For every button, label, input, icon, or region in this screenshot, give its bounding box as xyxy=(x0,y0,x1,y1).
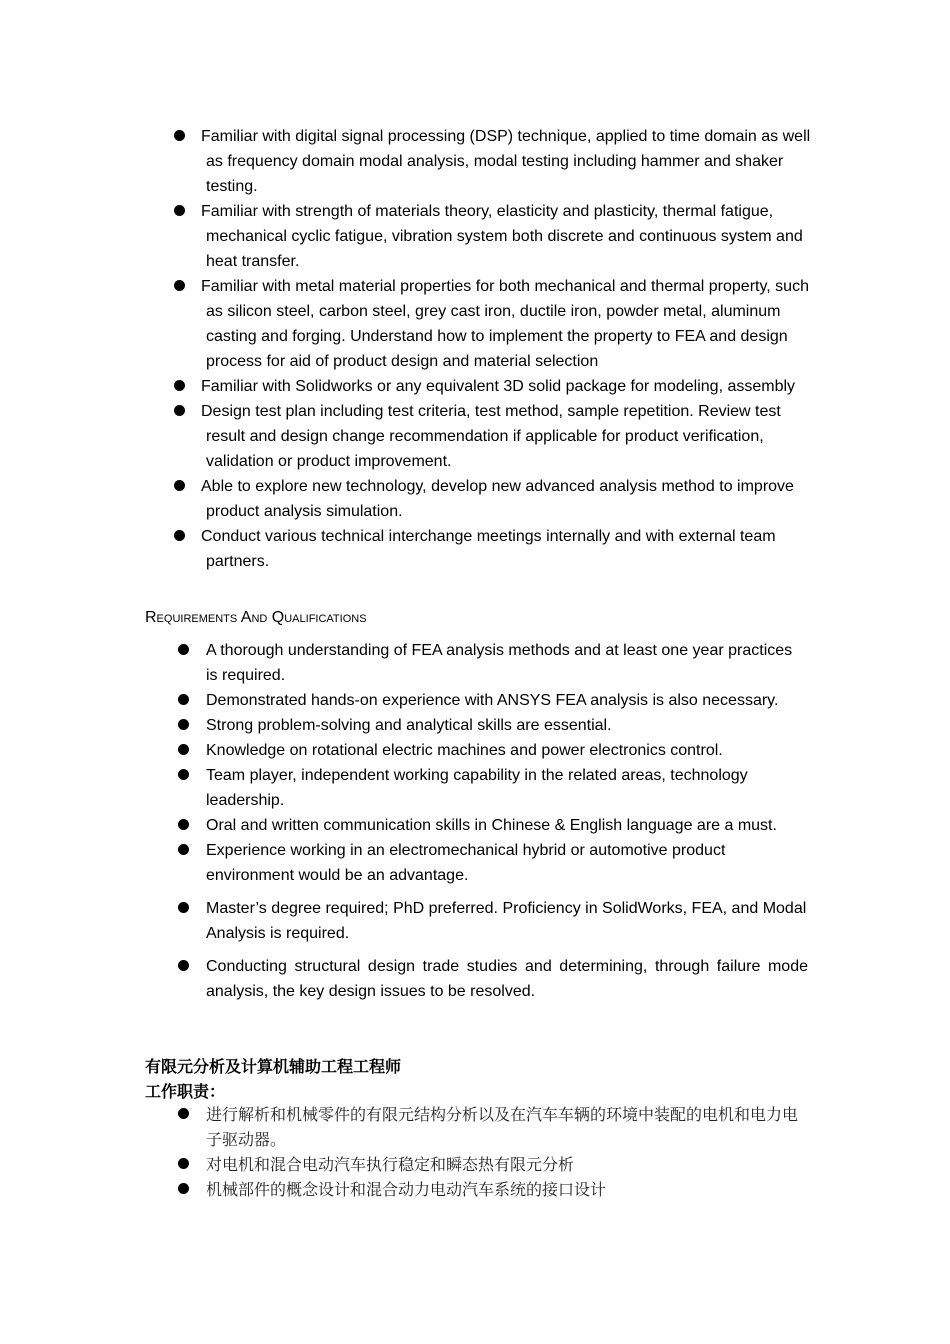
list-item: Strong problem-solving and analytical skills are essential. xyxy=(206,713,808,738)
list-item: 进行解析和机械零件的有限元结构分析以及在汽车车辆的环境中装配的电机和电力电子驱动器。 xyxy=(206,1102,810,1152)
bullet-icon xyxy=(178,902,189,913)
chinese-job-title: 有限元分析及计算机辅助工程工程师 xyxy=(145,1057,402,1076)
list-item: Conduct various technical interchange meetings internally and with external team partners. xyxy=(202,524,812,574)
list-item: Familiar with Solidworks or any equivalent 3D solid package for modeling, assembly xyxy=(202,374,812,399)
bullet-icon xyxy=(178,769,189,780)
list-item: Oral and written communication skills in Chinese & English language are a must. xyxy=(206,813,808,838)
bullet-icon xyxy=(178,694,189,705)
bullet-icon xyxy=(178,1108,189,1119)
list-item: Master’s degree required; PhD preferred. Proficiency in SolidWorks, FEA, and Modal Analysis is required. xyxy=(206,896,808,946)
bullet-icon xyxy=(174,480,185,491)
bullet-icon xyxy=(174,280,185,291)
list-item: Familiar with digital signal processing (DSP) technique, applied to time domain as well as frequency domain modal analysis, modal testing including hammer and shaker testing. xyxy=(202,124,812,199)
list-item: Demonstrated hands-on experience with ANSYS FEA analysis is also necessary. xyxy=(206,688,808,713)
bullet-icon xyxy=(174,130,185,141)
list-item: 对电机和混合电动汽车执行稳定和瞬态热有限元分析 xyxy=(206,1152,810,1177)
list-item: A thorough understanding of FEA analysis methods and at least one year practices is required. xyxy=(206,638,808,688)
bullet-icon xyxy=(178,960,189,971)
list-item: Familiar with metal material properties for both mechanical and thermal property, such as silicon steel, carbon steel, grey cast iron, ductile iron, powder metal, aluminum casting and forging. Understand how to implement the property to FEA and design process for aid of product design and material selection xyxy=(202,274,812,374)
list-item: Conducting structural design trade studies and determining, through failure mode analysis, the key design issues to be resolved. xyxy=(206,954,808,1004)
requirements-heading: Requirements And Qualifications xyxy=(145,609,367,626)
bullet-icon xyxy=(178,1158,189,1169)
bullet-icon xyxy=(178,819,189,830)
list-item: Team player, independent working capability in the related areas, technology leadership. xyxy=(206,763,808,813)
bullet-icon xyxy=(178,1183,189,1194)
list-item: Able to explore new technology, develop new advanced analysis method to improve product analysis simulation. xyxy=(202,474,812,524)
list-item: Design test plan including test criteria, test method, sample repetition. Review test result and design change recommendation if applicable for product verification, validation or product improvement. xyxy=(202,399,812,474)
responsibilities-list xyxy=(202,124,812,574)
chinese-duties-list xyxy=(206,1102,810,1202)
list-item: Familiar with strength of materials theory, elasticity and plasticity, thermal fatigue, mechanical cyclic fatigue, vibration system both discrete and continuous system and heat transfer. xyxy=(202,199,812,274)
list-item: Experience working in an electromechanical hybrid or automotive product environment would be an advantage. xyxy=(206,838,808,888)
bullet-icon xyxy=(178,744,189,755)
bullet-icon xyxy=(174,530,185,541)
list-item: Knowledge on rotational electric machines and power electronics control. xyxy=(206,738,808,763)
bullet-icon xyxy=(178,844,189,855)
bullet-icon xyxy=(178,719,189,730)
bullet-icon xyxy=(174,380,185,391)
chinese-duties-heading: 工作职责： xyxy=(145,1082,226,1101)
requirements-list xyxy=(206,638,808,1004)
list-item: 机械部件的概念设计和混合动力电动汽车系统的接口设计 xyxy=(206,1177,810,1202)
bullet-icon xyxy=(174,205,185,216)
bullet-icon xyxy=(174,405,185,416)
bullet-icon xyxy=(178,644,189,655)
